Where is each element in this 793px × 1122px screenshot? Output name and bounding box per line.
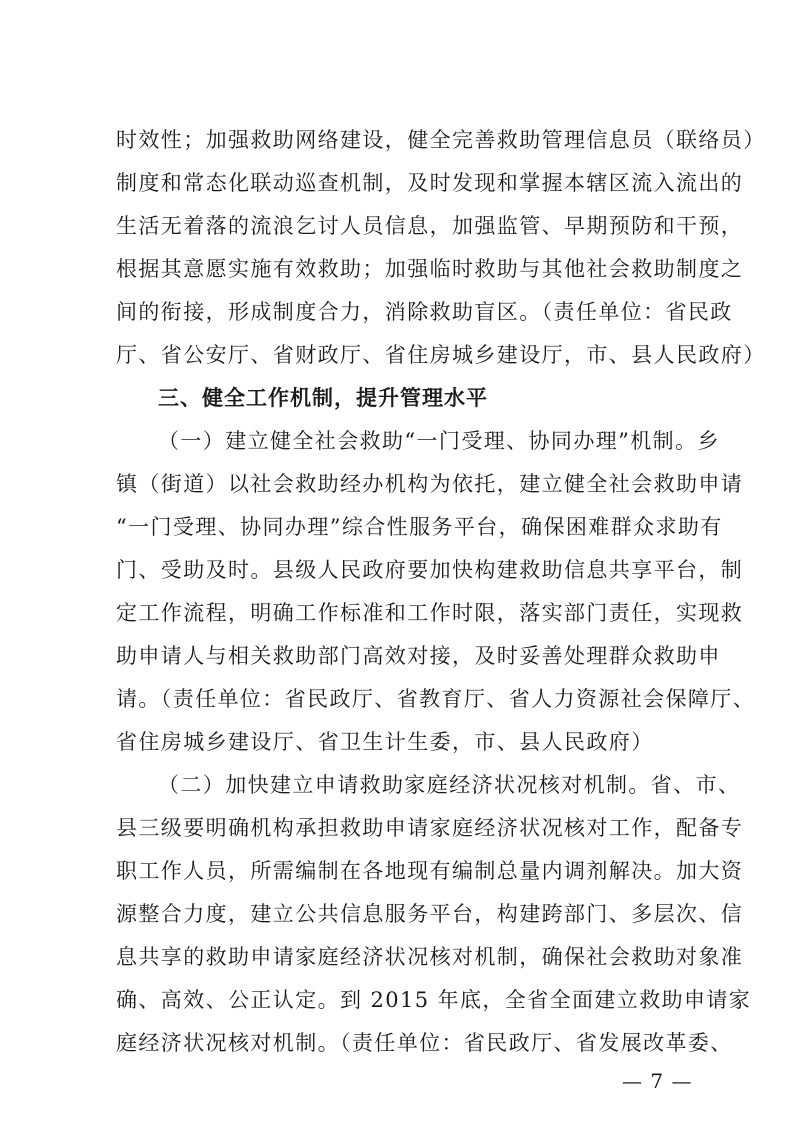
text-line: 庭经济状况核对机制。（责任单位：省民政厅、省发展改革委、: [116, 1031, 733, 1055]
text-line: 制度和常态化联动巡查机制，及时发现和掌握本辖区流入流出的: [116, 171, 744, 195]
text-line: 根据其意愿实施有效救助；加强临时救助与其他社会救助制度之: [116, 257, 744, 281]
text-line: 定工作流程，明确工作标准和工作时限，落实部门责任，实现救: [116, 601, 744, 625]
text-line: 息共享的救助申请家庭经济状况核对机制，确保社会救助对象准: [116, 945, 744, 969]
text-line: 源整合力度，建立公共信息服务平台，构建跨部门、多层次、信: [116, 902, 744, 926]
text-line: “一门受理、协同办理”综合性服务平台，确保困难群众求助有: [116, 515, 723, 539]
text-line: 间的衔接，形成制度合力，消除救助盲区。（责任单位：省民政: [116, 300, 733, 324]
text-line: 镇（街道）以社会救助经办机构为依托，建立健全社会救助申请: [116, 472, 744, 496]
text-line: 厅、省公安厅、省财政厅、省住房城乡建设厅，市、县人民政府）: [116, 343, 766, 367]
text-line: 职工作人员，所需编制在各地现有编制总量内调剂解决。加大资: [116, 859, 744, 883]
paragraph-first-line: （二）加快建立申请救助家庭经济状况核对机制。省、市、: [158, 773, 741, 797]
text-line: 请。（责任单位：省民政厅、省教育厅、省人力资源社会保障厅、: [116, 687, 756, 711]
section-heading: 三、健全工作机制，提升管理水平: [158, 386, 488, 410]
text-line: 生活无着落的流浪乞讨人员信息，加强监管、早期预防和干预，: [116, 214, 744, 238]
text-line: 确、高效、公正认定。到 2015 年底，全省全面建立救助申请家: [116, 988, 752, 1012]
text-line: 省住房城乡建设厅、省卫生计生委，市、县人民政府）: [116, 730, 654, 754]
text-line: 县三级要明确机构承担救助申请家庭经济状况核对工作，配备专: [116, 816, 744, 840]
paragraph-first-line: （一）建立健全社会救助“一门受理、协同办理”机制。乡: [158, 429, 720, 453]
page-number: — 7 —: [622, 1069, 693, 1093]
text-line: 时效性；加强救助网络建设，健全完善救助管理信息员（联络员）: [116, 128, 766, 152]
text-line: 助申请人与相关救助部门高效对接，及时妥善处理群众救助申: [116, 644, 721, 668]
text-line: 门、受助及时。县级人民政府要加快构建救助信息共享平台，制: [116, 558, 744, 582]
